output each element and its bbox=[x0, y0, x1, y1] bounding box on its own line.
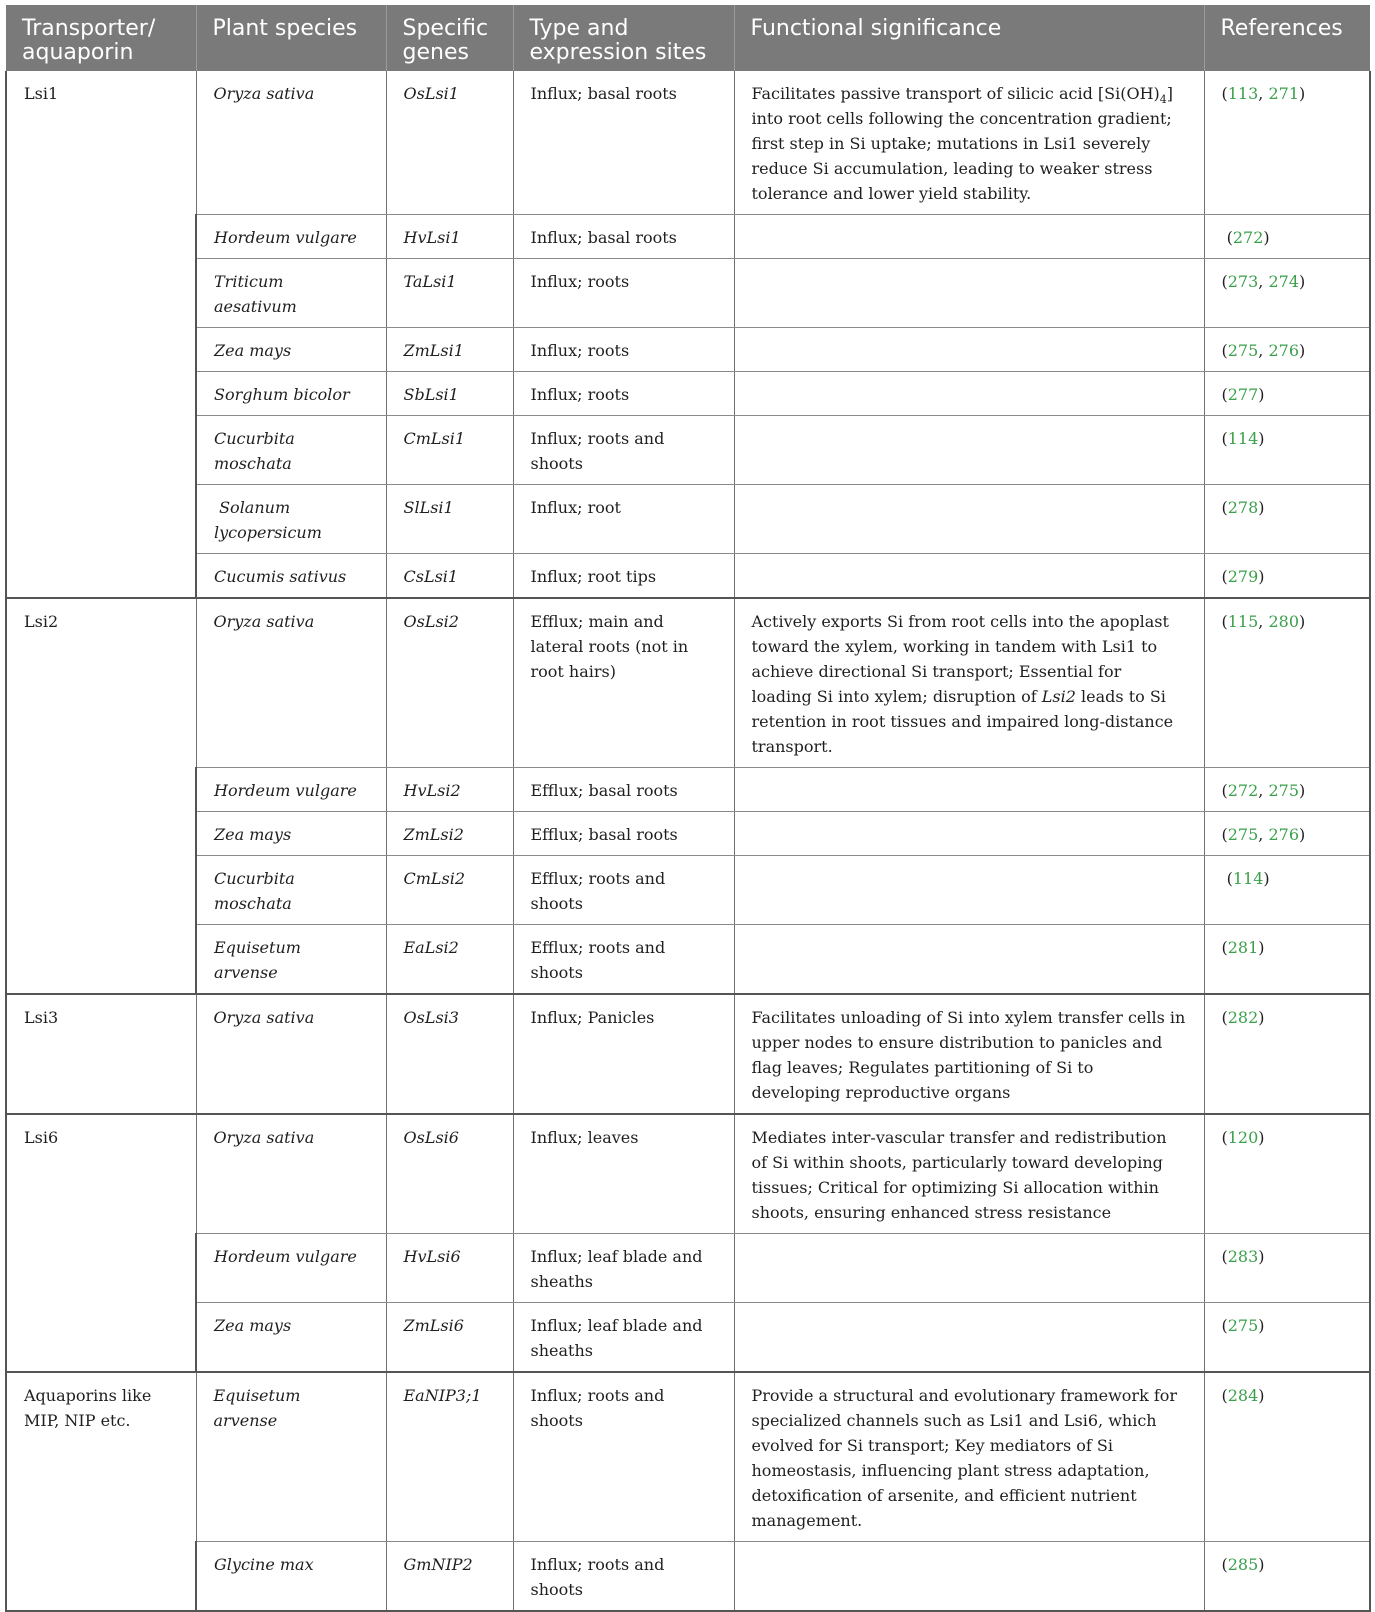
table-row bbox=[6, 1372, 1370, 1542]
type-cell: Influx; basal roots bbox=[513, 215, 734, 259]
reference-link[interactable]: 280 bbox=[1268, 612, 1300, 631]
species-cell: Zea mays bbox=[196, 328, 386, 372]
type-cell: Efflux; roots and shoots bbox=[513, 856, 734, 925]
reference-link[interactable]: 274 bbox=[1268, 272, 1300, 291]
transporter-cell: Lsi3 bbox=[6, 994, 196, 1114]
function-cell bbox=[734, 856, 1204, 925]
species-cell: Sorghum bicolor bbox=[196, 372, 386, 416]
gene-cell: ZmLsi1 bbox=[386, 328, 513, 372]
table-row bbox=[6, 215, 1370, 259]
function-cell bbox=[734, 1234, 1204, 1303]
table-row bbox=[6, 1114, 1370, 1234]
type-cell: Influx; leaf blade and sheaths bbox=[513, 1234, 734, 1303]
reference-link[interactable]: 275 bbox=[1227, 1316, 1259, 1335]
species-cell: Hordeum vulgare bbox=[196, 768, 386, 812]
transporter-cell: Lsi6 bbox=[6, 1114, 196, 1372]
species-cell: Cucumis sativus bbox=[196, 554, 386, 599]
reference-link[interactable]: 278 bbox=[1227, 498, 1259, 517]
references-cell bbox=[1204, 1114, 1370, 1234]
reference-link[interactable]: 273 bbox=[1227, 272, 1259, 291]
type-cell: Influx; leaf blade and sheaths bbox=[513, 1303, 734, 1373]
species-cell: Hordeum vulgare bbox=[196, 215, 386, 259]
gene-cell: OsLsi3 bbox=[386, 994, 513, 1114]
function-text: Actively exports Si from root cells into the apoplast toward the xylem, working in tandem with Lsi1 to achieve directional Si transport; Essential for loading Si into xylem; disruption of bbox=[751, 612, 1169, 706]
reference-group: (284) bbox=[1221, 1386, 1265, 1405]
species-cell: Oryza sativa bbox=[196, 1114, 386, 1234]
header-plant-species: Plant species bbox=[196, 5, 386, 71]
function-cell bbox=[734, 416, 1204, 485]
header-transporter: Transporter/ aquaporin bbox=[6, 5, 196, 71]
references-cell bbox=[1204, 328, 1370, 372]
references-cell bbox=[1204, 856, 1370, 925]
reference-link[interactable]: 114 bbox=[1232, 869, 1264, 888]
gene-cell: CmLsi1 bbox=[386, 416, 513, 485]
table-row bbox=[6, 768, 1370, 812]
function-cell bbox=[734, 598, 1204, 768]
gene-cell: GmNIP2 bbox=[386, 1542, 513, 1612]
header-specific-genes: Specific genes bbox=[386, 5, 513, 71]
table-row bbox=[6, 925, 1370, 995]
type-cell: Influx; roots and shoots bbox=[513, 416, 734, 485]
type-cell: Influx; roots bbox=[513, 259, 734, 328]
table-row bbox=[6, 1234, 1370, 1303]
references-cell bbox=[1204, 1303, 1370, 1373]
function-cell bbox=[734, 554, 1204, 599]
reference-group: (275, 276) bbox=[1221, 341, 1306, 360]
gene-cell: CsLsi1 bbox=[386, 554, 513, 599]
reference-group: (278) bbox=[1221, 498, 1265, 517]
type-cell: Efflux; main and lateral roots (not in root hairs) bbox=[513, 598, 734, 768]
gene-cell: SbLsi1 bbox=[386, 372, 513, 416]
reference-link[interactable]: 272 bbox=[1227, 781, 1259, 800]
type-cell: Influx; roots and shoots bbox=[513, 1542, 734, 1612]
reference-group: (275) bbox=[1221, 1316, 1265, 1335]
function-cell: Provide a structural and evolutionary framework for specialized channels such as Lsi1 and Lsi6, which evolved for Si transport; Key mediators of Si homeostasis, influencing plant stress adaptation, detoxification of arsenite, and efficient nutrient management. bbox=[734, 1372, 1204, 1542]
reference-group: (277) bbox=[1221, 385, 1265, 404]
reference-link[interactable]: 281 bbox=[1227, 938, 1259, 957]
references-cell bbox=[1204, 925, 1370, 995]
reference-link[interactable]: 275 bbox=[1227, 341, 1259, 360]
function-cell bbox=[734, 328, 1204, 372]
gene-cell: ZmLsi2 bbox=[386, 812, 513, 856]
function-cell bbox=[734, 1542, 1204, 1612]
transporter-cell: Aquaporins like MIP, NIP etc. bbox=[6, 1372, 196, 1611]
reference-link[interactable]: 275 bbox=[1268, 781, 1300, 800]
type-cell: Influx; roots bbox=[513, 372, 734, 416]
header-row bbox=[6, 5, 1370, 71]
reference-group: (281) bbox=[1221, 938, 1265, 957]
reference-link[interactable]: 279 bbox=[1227, 567, 1259, 586]
reference-link[interactable]: 272 bbox=[1232, 228, 1264, 247]
type-cell: Efflux; roots and shoots bbox=[513, 925, 734, 995]
species-cell: Oryza sativa bbox=[196, 994, 386, 1114]
species-cell: Cucurbita moschata bbox=[196, 416, 386, 485]
type-cell: Influx; roots and shoots bbox=[513, 1372, 734, 1542]
gene-cell: OsLsi1 bbox=[386, 71, 513, 215]
gene-cell: ZmLsi6 bbox=[386, 1303, 513, 1373]
references-cell bbox=[1204, 1234, 1370, 1303]
reference-group: (272) bbox=[1221, 228, 1270, 247]
table-row bbox=[6, 812, 1370, 856]
reference-group: (114) bbox=[1221, 869, 1270, 888]
reference-group: (285) bbox=[1221, 1555, 1265, 1574]
table-row bbox=[6, 416, 1370, 485]
header-type-expression: Type and expression sites bbox=[513, 5, 734, 71]
gene-cell: HvLsi1 bbox=[386, 215, 513, 259]
table-row bbox=[6, 372, 1370, 416]
species-cell: Equisetum arvense bbox=[196, 1372, 386, 1542]
references-cell bbox=[1204, 485, 1370, 554]
reference-link[interactable]: 114 bbox=[1227, 429, 1259, 448]
species-cell: Solanum lycopersicum bbox=[196, 485, 386, 554]
function-cell bbox=[734, 215, 1204, 259]
gene-cell: OsLsi6 bbox=[386, 1114, 513, 1234]
function-cell bbox=[734, 768, 1204, 812]
type-cell: Influx; Panicles bbox=[513, 994, 734, 1114]
table-row bbox=[6, 1542, 1370, 1612]
header-references: References bbox=[1204, 5, 1370, 71]
species-cell: Triticum aesativum bbox=[196, 259, 386, 328]
table-row bbox=[6, 598, 1370, 768]
function-text: Facilitates passive transport of silicic acid [Si(OH) bbox=[751, 84, 1160, 103]
references-cell bbox=[1204, 1542, 1370, 1612]
reference-link[interactable]: 284 bbox=[1227, 1386, 1259, 1405]
function-text: leads to Si retention in root tissues and impaired long-distance transport. bbox=[751, 687, 1174, 756]
reference-group: (275, 276) bbox=[1221, 825, 1306, 844]
gene-cell: HvLsi2 bbox=[386, 768, 513, 812]
reference-link[interactable]: 276 bbox=[1268, 825, 1300, 844]
references-cell bbox=[1204, 768, 1370, 812]
references-cell bbox=[1204, 259, 1370, 328]
function-cell bbox=[734, 259, 1204, 328]
table-row bbox=[6, 328, 1370, 372]
function-cell bbox=[734, 1303, 1204, 1373]
gene-cell: OsLsi2 bbox=[386, 598, 513, 768]
gene-cell: CmLsi2 bbox=[386, 856, 513, 925]
table-row bbox=[6, 259, 1370, 328]
references-cell bbox=[1204, 416, 1370, 485]
gene-cell: EaNIP3;1 bbox=[386, 1372, 513, 1542]
reference-group: (120) bbox=[1221, 1128, 1265, 1147]
table-row bbox=[6, 485, 1370, 554]
type-cell: Efflux; basal roots bbox=[513, 812, 734, 856]
function-cell bbox=[734, 925, 1204, 995]
table-row bbox=[6, 554, 1370, 599]
function-cell: Mediates inter-vascular transfer and redistribution of Si within shoots, particularly toward developing tissues; Critical for optimizing Si allocation within shoots, ensuring enhanced stress resistance bbox=[734, 1114, 1204, 1234]
table-row bbox=[6, 71, 1370, 215]
type-cell: Influx; root tips bbox=[513, 554, 734, 599]
function-cell: Facilitates unloading of Si into xylem transfer cells in upper nodes to ensure distribution to panicles and flag leaves; Regulates partitioning of Si to developing reproductive organs bbox=[734, 994, 1204, 1114]
reference-group: (114) bbox=[1221, 429, 1265, 448]
reference-link[interactable]: 271 bbox=[1268, 84, 1300, 103]
species-cell: Glycine max bbox=[196, 1542, 386, 1612]
function-cell bbox=[734, 71, 1204, 215]
references-cell bbox=[1204, 598, 1370, 768]
type-cell: Influx; basal roots bbox=[513, 71, 734, 215]
gene-cell: TaLsi1 bbox=[386, 259, 513, 328]
reference-group: (115, 280) bbox=[1221, 612, 1306, 631]
reference-group: (279) bbox=[1221, 567, 1265, 586]
reference-link[interactable]: 276 bbox=[1268, 341, 1300, 360]
silicon-transporter-table bbox=[5, 5, 1371, 1612]
species-cell: Zea mays bbox=[196, 1303, 386, 1373]
references-cell bbox=[1204, 215, 1370, 259]
species-cell: Equisetum arvense bbox=[196, 925, 386, 995]
function-cell bbox=[734, 485, 1204, 554]
reference-group: (273, 274) bbox=[1221, 272, 1306, 291]
references-cell bbox=[1204, 554, 1370, 599]
species-cell: Cucurbita moschata bbox=[196, 856, 386, 925]
species-cell: Oryza sativa bbox=[196, 598, 386, 768]
reference-link[interactable]: 120 bbox=[1227, 1128, 1259, 1147]
species-cell: Hordeum vulgare bbox=[196, 1234, 386, 1303]
species-cell: Zea mays bbox=[196, 812, 386, 856]
table-row bbox=[6, 994, 1370, 1114]
reference-group: (113, 271) bbox=[1221, 84, 1306, 103]
function-cell bbox=[734, 812, 1204, 856]
reference-link[interactable]: 115 bbox=[1227, 612, 1259, 631]
species-cell: Oryza sativa bbox=[196, 71, 386, 215]
transporter-cell: Lsi2 bbox=[6, 598, 196, 994]
references-cell bbox=[1204, 71, 1370, 215]
reference-group: (283) bbox=[1221, 1247, 1265, 1266]
table-row bbox=[6, 1303, 1370, 1373]
reference-group: (272, 275) bbox=[1221, 781, 1306, 800]
function-subscript: 4 bbox=[1159, 93, 1167, 107]
reference-link[interactable]: 285 bbox=[1227, 1555, 1259, 1574]
table-row bbox=[6, 856, 1370, 925]
reference-link[interactable]: 282 bbox=[1227, 1008, 1259, 1027]
type-cell: Influx; roots bbox=[513, 328, 734, 372]
function-cell bbox=[734, 372, 1204, 416]
reference-group: (282) bbox=[1221, 1008, 1265, 1027]
type-cell: Efflux; basal roots bbox=[513, 768, 734, 812]
references-cell bbox=[1204, 994, 1370, 1114]
reference-link[interactable]: 283 bbox=[1227, 1247, 1259, 1266]
transporter-cell: Lsi1 bbox=[6, 71, 196, 598]
type-cell: Influx; leaves bbox=[513, 1114, 734, 1234]
gene-cell: HvLsi6 bbox=[386, 1234, 513, 1303]
reference-link[interactable]: 113 bbox=[1227, 84, 1259, 103]
gene-cell: SlLsi1 bbox=[386, 485, 513, 554]
reference-link[interactable]: 277 bbox=[1227, 385, 1259, 404]
gene-cell: EaLsi2 bbox=[386, 925, 513, 995]
header-functional-significance: Functional significance bbox=[734, 5, 1204, 71]
reference-link[interactable]: 275 bbox=[1227, 825, 1259, 844]
function-text: ] into root cells following the concentration gradient; first step in Si uptake; mutations in Lsi1 severely reduce Si accumulation, leading to weaker stress tolerance and lower yield stability. bbox=[751, 84, 1174, 203]
type-cell: Influx; root bbox=[513, 485, 734, 554]
references-cell bbox=[1204, 1372, 1370, 1542]
references-cell bbox=[1204, 372, 1370, 416]
function-gene-italic: Lsi2 bbox=[1041, 687, 1076, 706]
references-cell bbox=[1204, 812, 1370, 856]
